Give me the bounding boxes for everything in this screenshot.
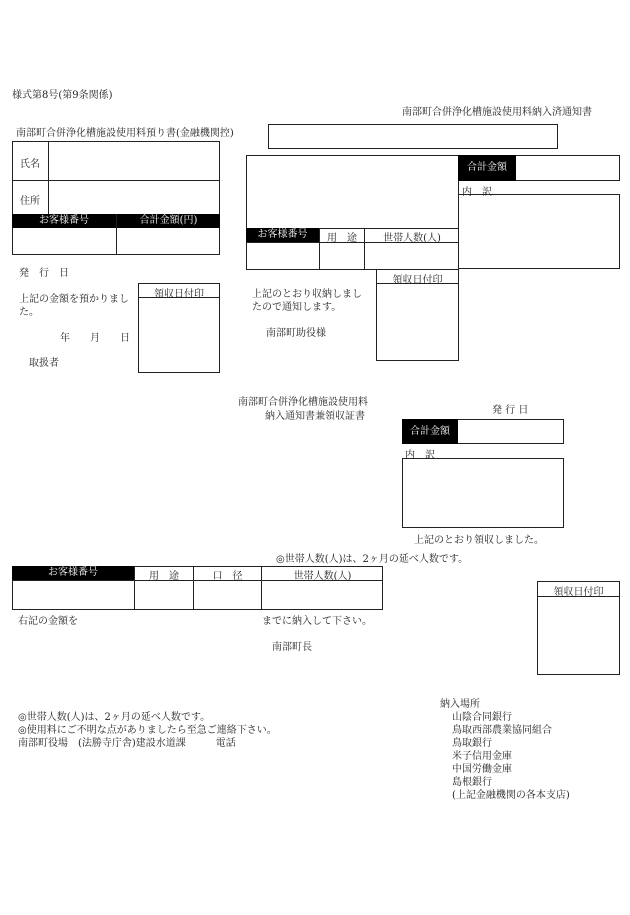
contact-line: 南部町役場 (法勝寺庁舎)建設水道課 電話	[18, 738, 236, 749]
stamp-label: 領収日付印	[154, 289, 204, 300]
received-text: 上記のとおり領収しました。	[414, 535, 544, 546]
divider	[48, 141, 49, 214]
diameter-header: 口 径	[212, 571, 243, 582]
handler-label: 取扱者	[29, 358, 59, 369]
customer-number-header: お客様番号	[12, 566, 134, 580]
bank-item: 米子信用金庫	[452, 751, 512, 762]
breakdown-label: 内 訳	[462, 187, 492, 198]
form-number: 様式第8号(第9条関係)	[12, 90, 113, 101]
total-header: 合計金額(円)	[117, 214, 220, 228]
left-slip-title: 南部町合併浄化槽施設使用料預り書(金融機関控)	[16, 128, 234, 139]
pay-text-left: 右記の金額を	[18, 616, 78, 627]
purpose-header: 用 途	[149, 571, 179, 582]
households-header: 世帯人数(人)	[383, 233, 441, 244]
issue-date-label: 発 行 日	[19, 268, 69, 279]
households-header: 世帯人数(人)	[293, 571, 352, 582]
divider	[246, 242, 459, 243]
total-label: 合計金額	[402, 419, 458, 444]
payment-place-label: 納入場所	[440, 699, 480, 710]
issue-date-label: 発 行 日	[492, 405, 529, 416]
breakdown-label: 内 訳	[405, 450, 435, 461]
stamp-label: 領収日付印	[392, 275, 443, 286]
bank-item: 山陰合同銀行	[452, 712, 512, 723]
bank-item: 鳥取西部農業協同組合	[452, 725, 552, 736]
divider	[364, 228, 365, 270]
bank-item: 中国労働金庫	[452, 764, 512, 775]
divider	[134, 566, 135, 610]
address-field[interactable]	[52, 184, 216, 211]
footer-note: ◎使用料にご不明な点がありましたら至急ご連絡下さい。	[18, 725, 277, 736]
divider	[261, 566, 262, 610]
name-label: 氏名	[20, 159, 40, 170]
breakdown-box	[402, 458, 564, 528]
right-slip-top-field[interactable]	[268, 124, 558, 149]
issuer-label: 南部町助役様	[266, 328, 326, 339]
bank-item: 島根銀行	[452, 777, 492, 788]
mayor-label: 南部町長	[272, 642, 312, 653]
name-field[interactable]	[52, 146, 216, 176]
divider	[12, 580, 383, 581]
households-note: ◎世帯人数(人)は、2ヶ月の延べ人数です。	[276, 554, 469, 565]
notice-text: たので通知します。	[252, 302, 342, 313]
receipt-title: 納入通知書兼領収証書	[265, 411, 365, 422]
receipt-title: 南部町合併浄化槽施設使用料	[238, 397, 368, 408]
received-text: た。	[19, 307, 39, 318]
bank-item: (上記金融機関の各本支店)	[452, 790, 570, 801]
pay-text-right: までに納入して下さい。	[262, 616, 372, 627]
purpose-header: 用 途	[327, 233, 357, 244]
divider	[193, 566, 194, 610]
bank-item: 鳥取銀行	[452, 738, 492, 749]
address-label: 住所	[20, 196, 40, 207]
customer-number-header: お客様番号	[12, 214, 116, 228]
breakdown-box	[458, 194, 620, 269]
customer-number-header: お客様番号	[246, 228, 319, 242]
total-label: 合計金額	[458, 155, 516, 181]
divider	[319, 228, 320, 270]
divider	[12, 180, 220, 181]
right-slip-title: 南部町合併浄化槽施設使用料納入済通知書	[402, 107, 592, 118]
footer-note: ◎世帯人数(人)は、2ヶ月の延べ人数です。	[18, 712, 211, 723]
divider	[116, 214, 117, 255]
received-text: 上記の金額を預かりまし	[19, 294, 129, 305]
notice-text: 上記のとおり収納しまし	[252, 289, 362, 300]
right-slip-main-box	[246, 155, 459, 270]
stamp-label: 領収日付印	[553, 587, 604, 598]
date-line: 年 月 日	[60, 333, 130, 344]
